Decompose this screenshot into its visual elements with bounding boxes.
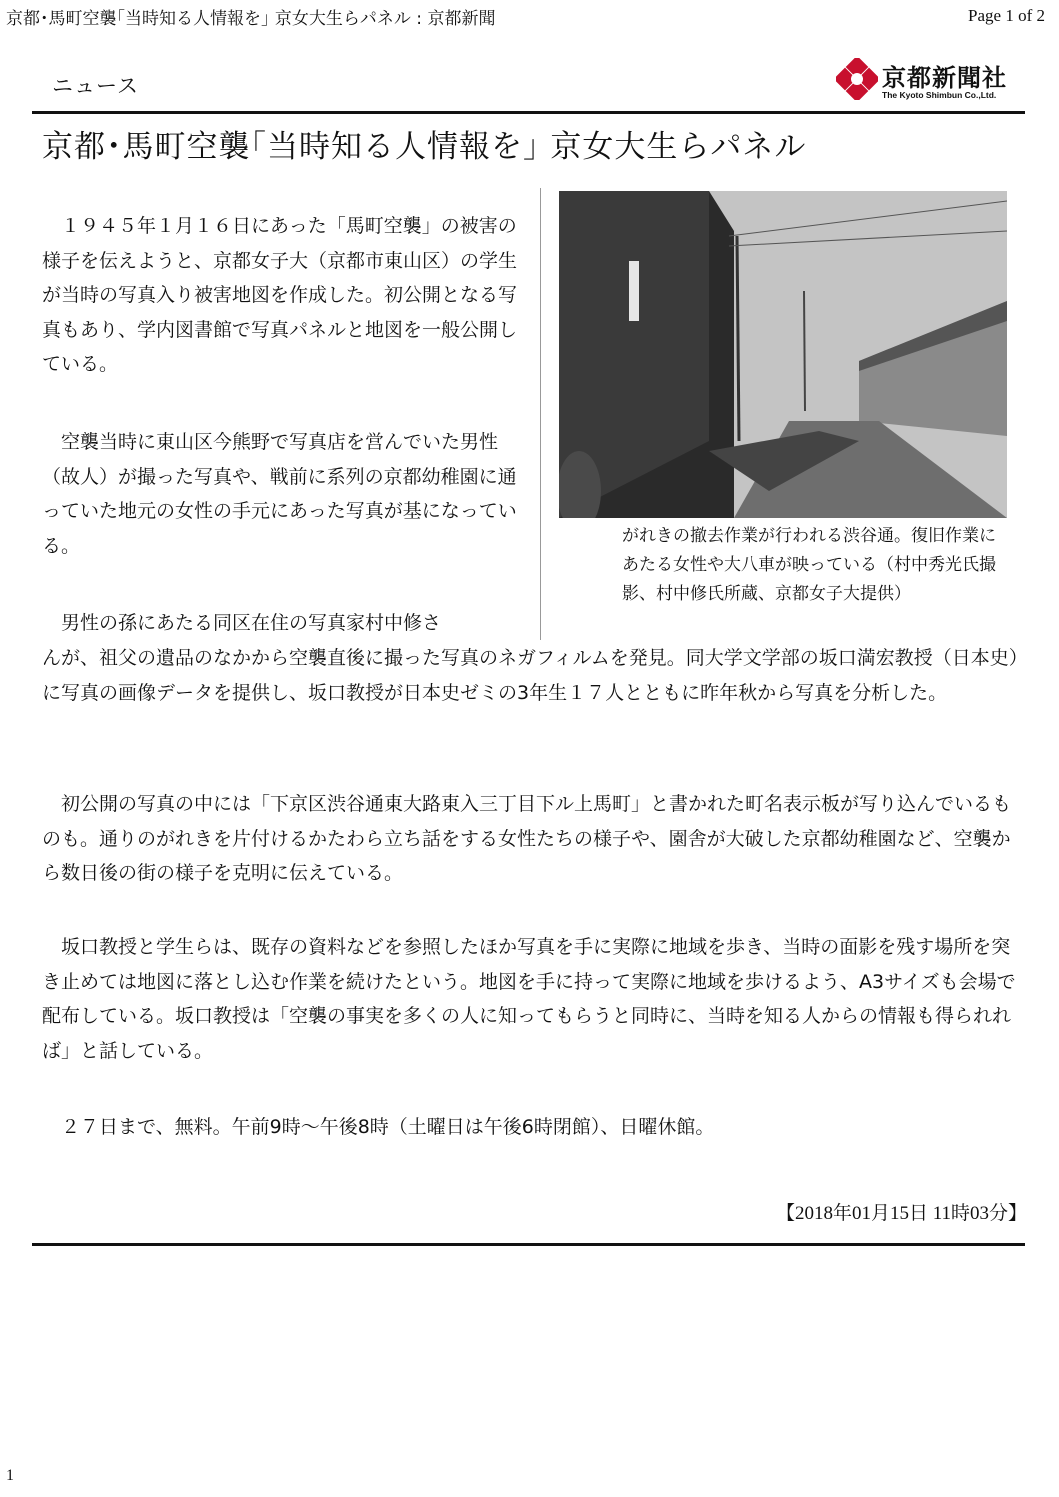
street-photo-image [559, 191, 1007, 518]
paragraph-1: １９４５年１月１６日にあった「馬町空襲」の被害の様子を伝えようと、京都女子大（京都市東山区）の学生が当時の写真入り被害地図を作成した。初公開となる写真もあり、学内図書館で写真パネルと地図を一般公開している。 [42, 215, 518, 375]
photo-caption: がれきの撤去作業が行われる渋谷通。復旧作業にあたる女性や大八車が映っている（村中秀光氏撮影、村中修氏所蔵、京都女子大提供） [622, 526, 996, 604]
publisher-logo [836, 58, 1016, 104]
print-header [6, 2, 1045, 30]
paragraph-4: 初公開の写真の中には「下京区渋谷通東大路東入三丁目下ル上馬町」と書かれた町名表示板が写り込んでいるものも。通りのがれきを片付けるかたわら立ち話をする女性たちの様子や、園舎が大破した京都幼稚園など、空襲から数日後の街の様子を克明に伝えている。 [42, 793, 1012, 884]
top-rule [32, 111, 1025, 114]
headline: 京都･馬町空襲｢当時知る人情報を｣ 京女大生らパネル [42, 129, 807, 165]
kyoto-shimbun-logo-icon [836, 58, 878, 100]
print-header-title: 京都･馬町空襲｢当時知る人情報を｣ 京女大生らパネル : 京都新聞 [6, 8, 496, 29]
paragraph-6: ２７日まで、無料。午前9時～午後8時（土曜日は午後6時閉館）、日曜休館。 [42, 1116, 715, 1138]
article-timestamp: 【2018年01月15日 11時03分】 [775, 1203, 1027, 1224]
bottom-rule [32, 1243, 1025, 1246]
page-number: Page 1 of 2 [968, 6, 1045, 25]
article-photo [559, 191, 1007, 518]
column-divider [540, 188, 541, 640]
paragraph-3-start: 男性の孫にあたる同区在住の写真家村中修さ [42, 612, 442, 634]
footer-mark: 1 [6, 1467, 14, 1484]
paragraph-2: 空襲当時に東山区今熊野で写真店を営んでいた男性（故人）が撮った写真や、戦前に系列の京都幼稚園に通っていた地元の女性の手元にあった写真が基になっている。 [42, 431, 517, 557]
paragraph-5: 坂口教授と学生らは、既存の資料などを参照したほか写真を手に実際に地域を歩き、当時の面影を残す場所を突き止めては地図に落とし込む作業を続けたという。地図を手に持って実際に地域を歩けるよう、A3サイズも会場で配布している。坂口教授は「空襲の事実を多くの人に知ってもらうと同時に、当時を知る人からの情報も得られれば」と話している。 [42, 936, 1016, 1062]
paragraph-3-continued: んが、祖父の遺品のなかから空襲直後に撮った写真のネガフィルムを発見。同大学文学部の坂口満宏教授（日本史）に写真の画像データを提供し、坂口教授が日本史ゼミの3年生１７人とともに昨年秋から写真を分析した。 [42, 647, 1019, 704]
section-label: ニュース [52, 74, 139, 98]
logo-subtitle: The Kyoto Shimbun Co.,Ltd. [882, 90, 997, 100]
logo-name: 京都新聞社 [882, 64, 1007, 92]
